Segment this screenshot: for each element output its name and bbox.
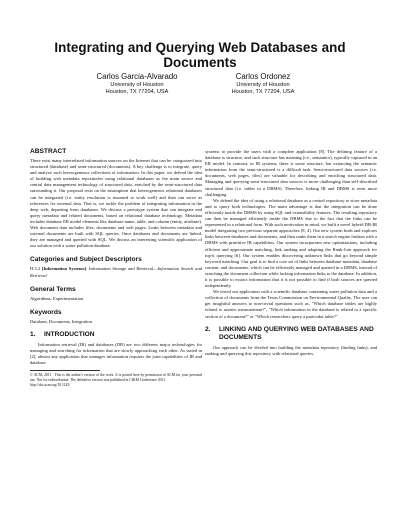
section-number: 2. xyxy=(205,325,211,333)
section-2-text: Our approach can be divided into building the metadata repository (finding links), and ranking and querying this repository with relational queries. xyxy=(205,344,377,356)
copyright-footnote: © ACM, 2011 . This is the author's version of the work. It is posted here by permission of ACM for your personal use. Not for redistribution. The definitive version was published in CIKM Conference 2011. xyxy=(30,373,202,382)
section-number: 1. xyxy=(30,330,36,338)
doi-footnote: http://doi.acm.org/10.1145/ xyxy=(30,382,71,387)
paper-title: Integrating and Querying Web Databases and Documents xyxy=(54,40,346,70)
section-title: LINKING AND QUERYING WEB DATABASES AND DOCUMENTS xyxy=(219,325,374,341)
introduction-text: Information retrieval (IR) and databases (DB) are two different major technologies for managing and searching for information that are slowly approaching each other. As stated in [2], almost any application that manages information requires the joint capabilities of IR and database xyxy=(30,341,202,366)
author-name: Carlos Garcia-Alvarado xyxy=(96,72,178,81)
author-location: Houston, TX 77204, USA xyxy=(105,89,169,95)
categories-heading: Categories and Subject Descriptors xyxy=(30,256,142,264)
categories-code: H.3.2 xyxy=(30,266,42,272)
introduction-heading xyxy=(30,331,202,339)
author-affiliation: University of Houston xyxy=(236,82,290,88)
author-block-1 xyxy=(67,72,207,96)
author-name: Carlos Ordonez xyxy=(235,72,291,81)
footnote-rule xyxy=(30,370,100,371)
abstract-heading: ABSTRACT xyxy=(30,148,67,155)
categories-text xyxy=(30,266,202,278)
general-terms-heading: General Terms xyxy=(30,285,76,293)
right-column xyxy=(205,149,377,357)
section-2-heading xyxy=(205,326,377,342)
section-title: INTRODUCTION xyxy=(44,330,95,338)
keywords-text: Database, Documents, Integration xyxy=(30,318,92,324)
abstract-text: There exist many interrelated information sources on the Internet that can be categorized into structured (database) and semi-structured (documents). A key challenge is to integrate, query and analyze such heterogeneous collections of information. In this paper, we defend the idea of building web metadata repositories using relational databases as the main source and central data management technology of structured data, enriched by the semi-structured data surrounding it. Our proposal rests on the assumption that heterogeneous relational databases can be integrated (i.e. entity resolution is assumed to work well) and then can serve as references for external data. That is, we tackle the problem of integrating information in the deep web, departing from databases. We discuss a prototype system that can integrate and query metadata and related documents, based on relational database technology. Metadata includes database ER model elements like database name, table, and column (entity, attribute). Web document data includes files, documents and web pages. Links between metadata and external documents are built with SQL queries. Once databases and documents are linked, they are managed and queried with SQL. We discuss an interesting scientific application of our solution with a water pollution database. xyxy=(30,158,202,249)
body-paragraph: We defend the idea of using a relational database as a central repository to store metadata and to query both technologies. The main advantage is that the integration can be done efficiently inside the DBMS by using SQL and extensibility features. The resulting repository can then be managed efficiently inside the DBMS due to the fact that the links can be represented in a relational form. With such motivation in mind, we built a novel hybrid DB-IR model integrating two previous separate approaches [8, 4]. Our new system finds and explores links between databases and documents, and then ranks them in a search engine fashion with a DBMS with primitive IR capabilities. Our system incorporates new optimizations, including efficient and approximate matching, link ranking and adapting the Rank-Join approach for top-k querying [6]. Our system enables discovering unknown links that go beyond simple keyword matching. Our goal is to find a core set of links between database metadata, database content, and documents, which can be efficiently managed and queried in a DBMS, instead of searching the document collection while lacking information links to the database. In addition, it is possible to extract information that it is not possible to find if both sources are queried independently. xyxy=(205,197,377,289)
keywords-heading: Keywords xyxy=(30,308,62,316)
author-block-2 xyxy=(193,72,333,96)
categories-bold: [Information Systems] xyxy=(41,266,86,272)
body-paragraph: systems to provide the users with a complete application [8]. The defining feature of a database is structure, and such structure has meaning (i.e., semantics), typically captured in an ER model. In contrast, in IR systems, there is some structure, but extracting the semantic information from the semi-structured is a difficult task. Semi-structured data sources (i.e. documents, web pages, files) are valuable for describing and enriching structured data. Managing and querying semi-structured data sources is more challenging than self-described structured data (i.e. tables in a DBMS). Therefore, linking IR and DBMS is even more challenging. xyxy=(205,149,377,197)
general-terms-text: Algorithms, Experimentation xyxy=(30,295,84,301)
categories-rest: : Information Storage and Retrieval— xyxy=(86,266,158,272)
left-column xyxy=(30,147,202,388)
body-paragraph: We tested our application with a scientific database containing water pollution data and a collection of documents from the Texas Commission on Environmental Quality. The user can get insightful answers to non-trivial questions such as, "Which database tables are highly related to arsenic measurement?", "Which information in the database is related to a specific section of a document?" or "Which researchers query a particular table?" xyxy=(205,289,377,319)
author-affiliation: University of Houston xyxy=(110,82,164,88)
author-location: Houston, TX 77204, USA xyxy=(231,89,295,95)
categories-italic: Information Search and Retrieval xyxy=(30,266,202,278)
